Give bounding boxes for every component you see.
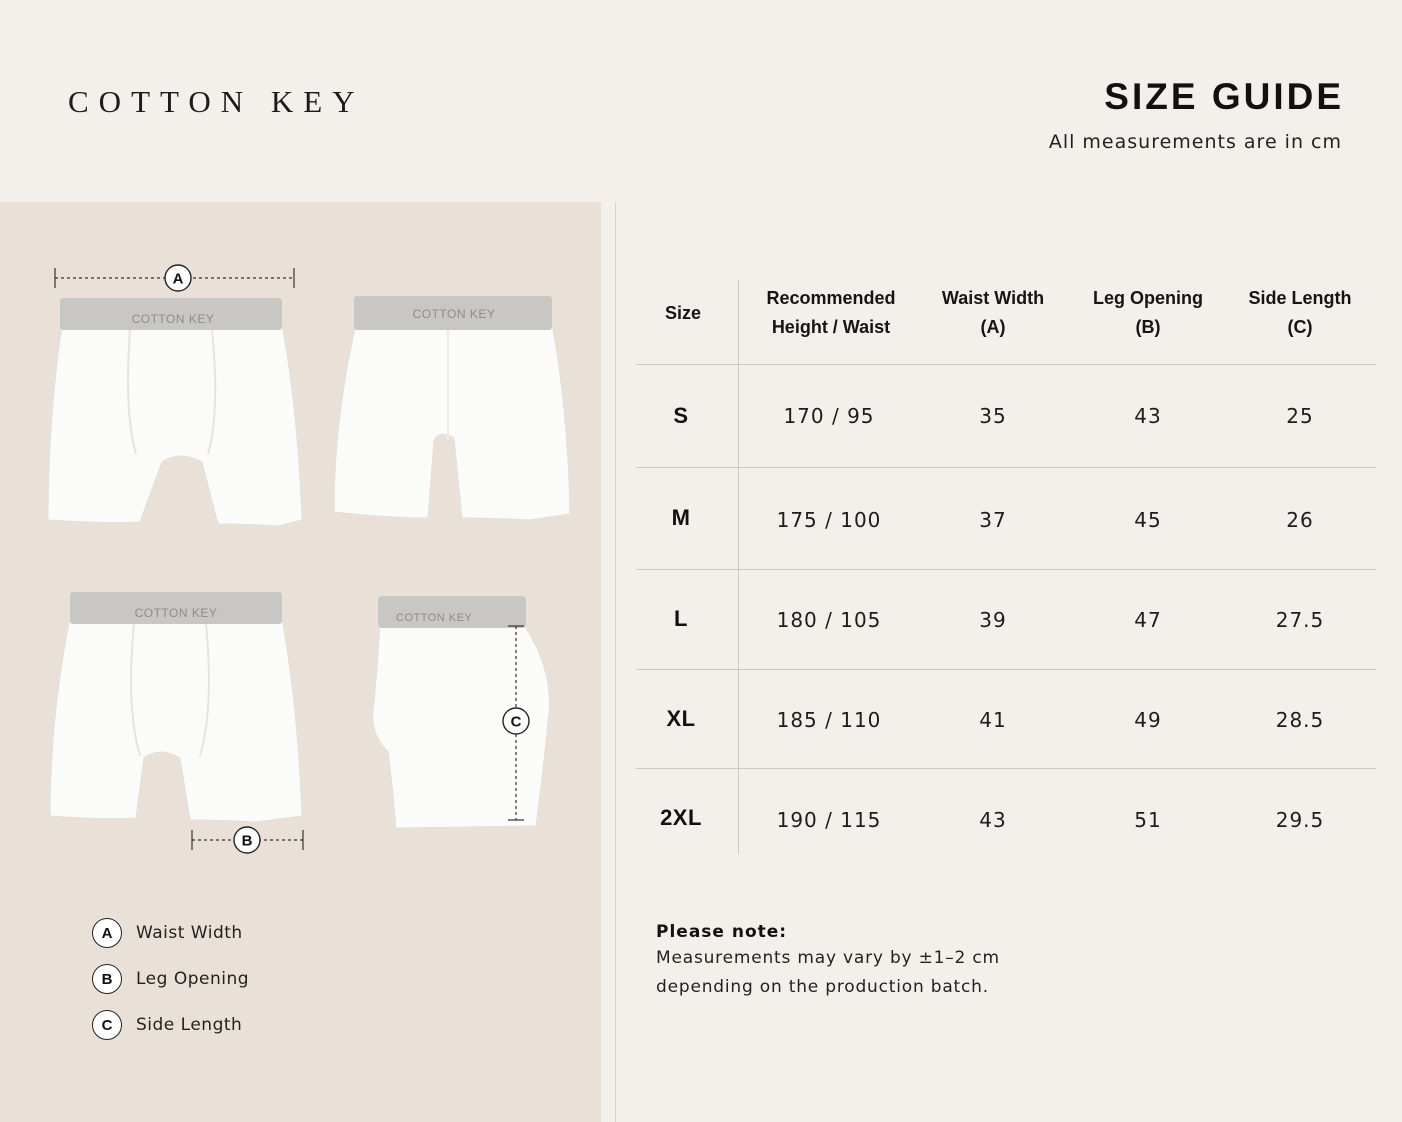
cell-leg-opening: 51 [1134, 808, 1162, 832]
cell-recommended: 185 / 110 [776, 707, 882, 732]
legend-item-leg [92, 964, 249, 994]
table-row [636, 467, 1376, 569]
table-row [636, 669, 1376, 768]
measurement-b-marker [234, 827, 260, 853]
back-view-figure [330, 290, 575, 526]
cell-recommended: 180 / 105 [776, 608, 882, 632]
cell-waist-width: 43 [979, 808, 1007, 832]
table-row [636, 364, 1376, 467]
cell-leg-opening: 49 [1134, 707, 1162, 732]
page-subtitle: All measurements are in cm [1048, 131, 1342, 153]
measurement-c-marker [503, 708, 529, 734]
legend-letter-c: C [92, 1010, 122, 1040]
cell-side-length: 27.5 [1275, 608, 1325, 632]
cell-recommended: 175 / 100 [776, 508, 882, 532]
legend-item-waist [92, 918, 243, 948]
note-line-1: Measurements may vary by ±1–2 cm [656, 948, 1000, 968]
svg-text:COTTON KEY: COTTON KEY [412, 307, 496, 321]
cell-size: S [673, 402, 689, 428]
front-view-figure [40, 262, 315, 532]
svg-text:COTTON KEY: COTTON KEY [131, 312, 215, 326]
garment-front-body [48, 324, 302, 526]
header-size: Size [664, 302, 702, 323]
legend-label-side: Side Length [136, 1015, 243, 1035]
panel-divider [615, 202, 616, 1122]
cell-leg-opening: 43 [1134, 403, 1162, 428]
svg-text:B: B [241, 832, 253, 850]
table-row [636, 768, 1376, 872]
cell-size: 2XL [660, 805, 702, 830]
cell-waist-width: 37 [979, 508, 1007, 532]
header-waist-width: Waist Width (A) [941, 288, 1045, 337]
svg-text:A: A [172, 270, 184, 288]
svg-text:COTTON KEY: COTTON KEY [134, 606, 218, 620]
legend-letter-b: B [92, 964, 122, 994]
cell-side-length: 29.5 [1275, 808, 1325, 832]
svg-text:C: C [510, 713, 522, 731]
garment-front-body [50, 618, 302, 822]
cell-side-length: 25 [1286, 403, 1314, 428]
header-recommended: Recommended Height / Waist [766, 288, 896, 337]
note-line-2: depending on the production batch. [656, 977, 989, 997]
cell-recommended: 170 / 95 [783, 403, 875, 428]
legend-label-leg: Leg Opening [136, 969, 250, 989]
cell-side-length: 26 [1286, 508, 1314, 532]
note-title: Please note: [656, 922, 788, 942]
cell-waist-width: 39 [979, 608, 1007, 632]
svg-text:COTTON KEY: COTTON KEY [396, 612, 473, 624]
page-title: SIZE GUIDE [1104, 76, 1344, 117]
table-header [636, 262, 1376, 364]
cell-size: L [674, 606, 688, 631]
cell-side-length: 28.5 [1275, 707, 1325, 732]
cell-size: XL [666, 705, 696, 731]
table-row [636, 569, 1376, 669]
production-note [656, 920, 1156, 1002]
cell-recommended: 190 / 115 [776, 808, 882, 832]
header-side-length: Side Length (C) [1248, 288, 1352, 337]
legend-letter-a: A [92, 918, 122, 948]
cell-leg-opening: 47 [1134, 608, 1162, 632]
measurement-a-marker [165, 265, 191, 291]
leg-opening-figure [44, 588, 314, 860]
cell-waist-width: 35 [979, 403, 1007, 428]
legend-label-waist: Waist Width [136, 923, 243, 943]
cell-size: M [671, 505, 691, 530]
header-leg-opening: Leg Opening (B) [1093, 288, 1203, 337]
legend-item-side [92, 1010, 242, 1040]
cell-leg-opening: 45 [1134, 508, 1162, 532]
brand-logo: COTTON KEY [68, 84, 365, 119]
cell-waist-width: 41 [979, 707, 1007, 732]
garment-back-body [334, 324, 570, 520]
side-view-figure [366, 592, 566, 836]
